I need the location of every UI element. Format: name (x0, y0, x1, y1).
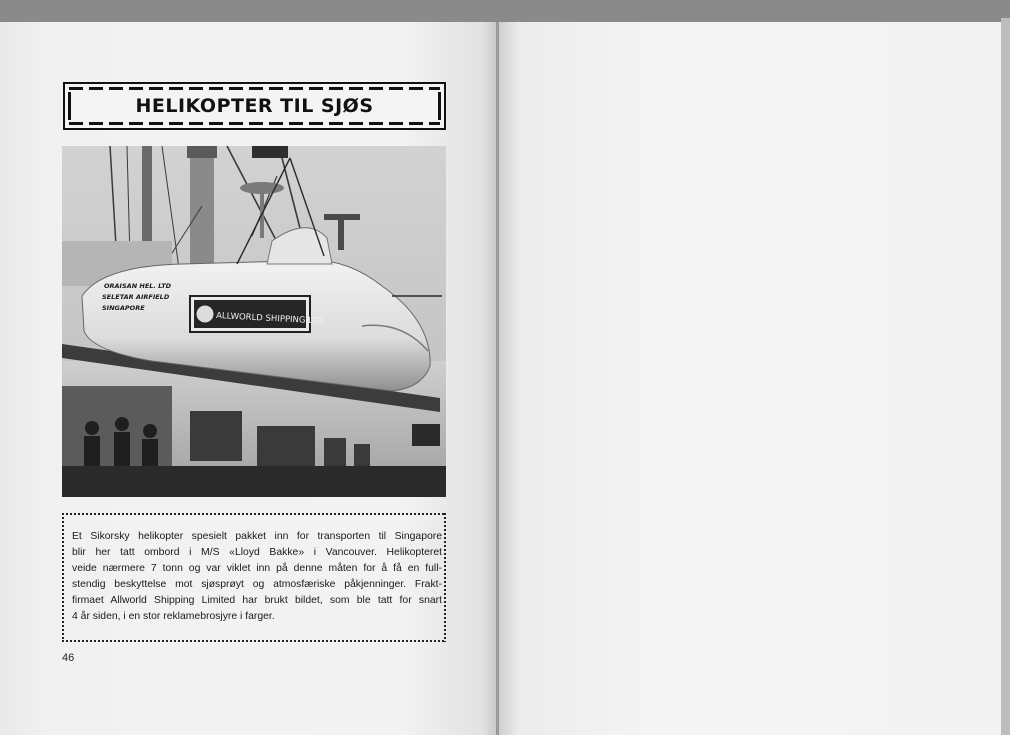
quay (62, 466, 446, 497)
helicopter-photo (62, 146, 446, 497)
page-title: HELIKOPTER TIL SJØS (135, 95, 374, 117)
crane-block (252, 146, 288, 158)
globe-logo (196, 305, 214, 323)
caption-line: Et Sikorsky helikopter spesielt pakket inn for transporten til Singapore (72, 531, 442, 542)
background-strip (0, 0, 1010, 22)
banner-text: ALLWORLD SHIPPING LTD. (215, 311, 327, 327)
caption-line: veide nærmere 7 tonn og var viklet inn på denne måten for å få en full- (72, 563, 442, 574)
photo-caption (72, 529, 442, 625)
page-number: 46 (62, 652, 75, 664)
caption-line: 4 år siden, i en stor reklamebrosjyre i farger. (72, 611, 275, 622)
cargo-line-3: SINGAPORE (102, 304, 145, 312)
heading-dash-bottom (69, 122, 440, 125)
heading-dash-top (69, 87, 440, 90)
page-edge (1001, 18, 1010, 735)
caption-box (62, 513, 446, 642)
caption-line: firmaet Allworld Shipping Limited har brukt bildet, som ble tatt for snart (72, 595, 442, 606)
caption-line: stendig beskyttelse mot sjøsprøyt og atmosfæriske påkjenninger. Frakt- (72, 579, 442, 590)
right-page-blank (499, 22, 1002, 735)
cargo-line-1: ORAISAN HEL. LTD (104, 282, 172, 290)
photo-illustration (62, 146, 446, 497)
caption-line: blir her tatt ombord i M/S «Lloyd Bakke» i Vancouver. Helikopteret (72, 547, 442, 558)
heading-box (63, 82, 446, 130)
cargo-line-2: SELETAR AIRFIELD (102, 293, 170, 301)
distant-structure (412, 424, 440, 446)
